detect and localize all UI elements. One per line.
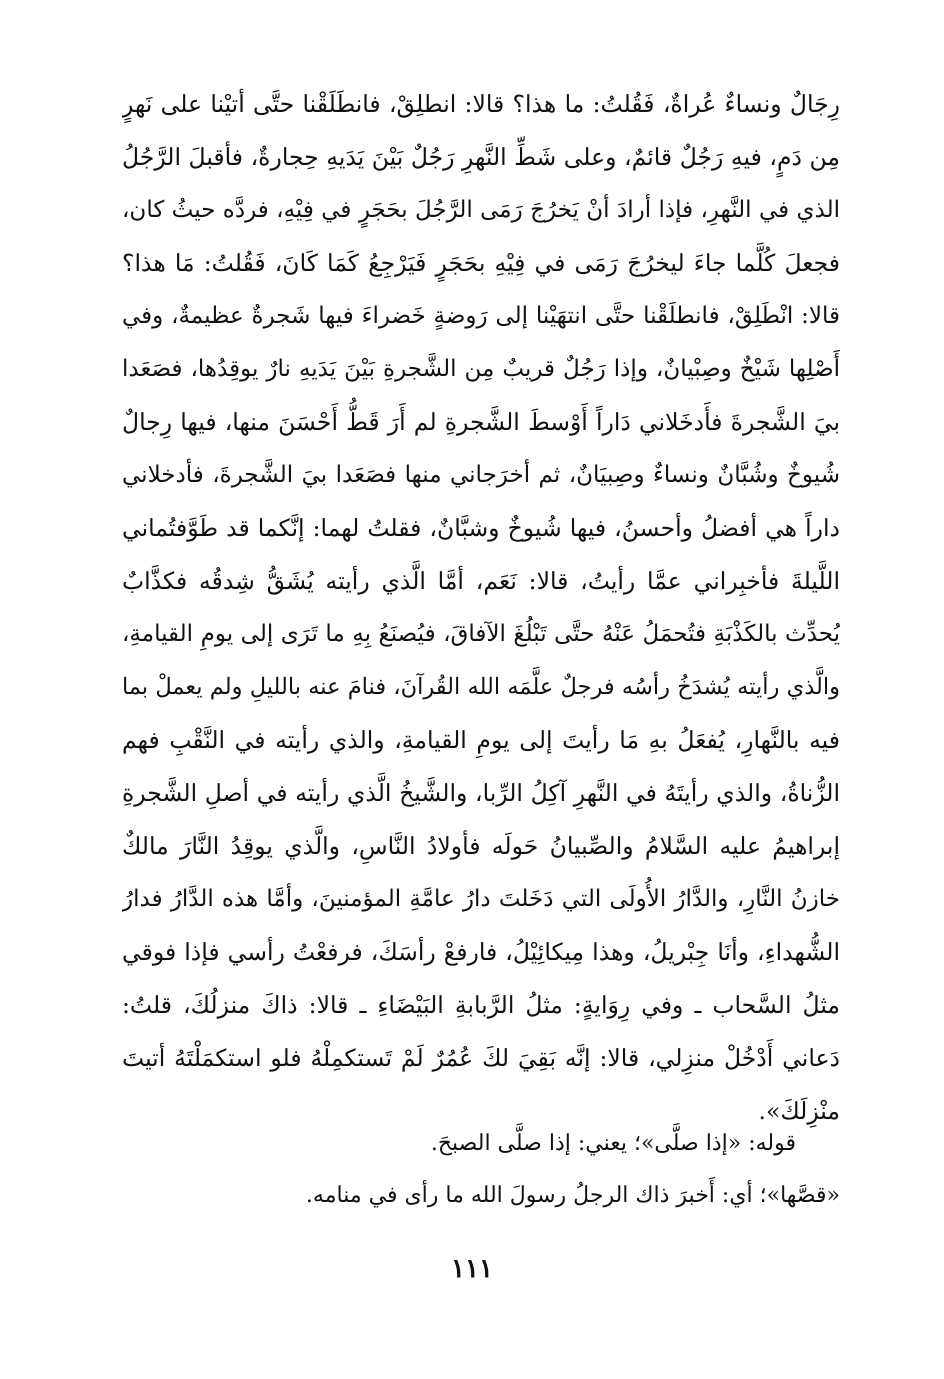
text-line: مثلُ السَّحاب ـ وفي رِوَايةٍ: مثلُ الرَّبابةِ البَيْضَاءِ ـ قالا: ذاكَ منزلُكَ، قلتُ: <box>122 991 840 1019</box>
text-line: رِجَالٌ ونساءٌ عُراةٌ، فَقُلتُ: ما هذا؟ قالا: انطلِقْ، فانطَلَقْنا حتَّى أتيْنا على نَهرٍ <box>122 90 840 118</box>
text-line: قالا: انْطَلِقْ، فانطلَقْنا حتَّى انتهَيْنا إلى رَوضةٍ خَضراءَ فيها شَجرةٌ عظيمةٌ، وفي <box>122 303 840 329</box>
text-line: بيَ الشَّجرةَ فأَدخَلاني دَاراً أَوْسطَ الشَّجرةِ لم أَرَ قَطُّ أَحْسَنَ منها، فيها رِجالٌ <box>122 408 840 436</box>
text-line: شُيوخٌ وشُبَّانٌ ونساءٌ وصِبيَانٌ، ثم أخرَجاني منها فصَعَدا بيَ الشَّجرةَ، فأدخلاني <box>122 462 840 488</box>
text-line: يُحدِّث بالكَذْبَةِ فتُحمَلُ عَنْهُ حتَّى تَبْلُغَ الآفاقَ، فيُصنَعُ بِهِ ما تَرَى إلى يومِ القيامةِ، <box>122 621 840 647</box>
text-line: والَّذي رأيته يُشدَخُ رأسُه فرجلٌ علَّمَه الله القُرآنَ، فنامَ عنه بالليلِ ولم يعملْ بما <box>122 674 840 700</box>
text-line: دَعاني أَدْخُلْ منزِلي، قالا: إنَّه بَقِيَ لكَ عُمُرٌ لَمْ تَستكمِلْهُ فلو استكمَلْتَهُ أتيتَ <box>122 1044 840 1072</box>
text-line: خازنُ النَّارِ، والدَّارُ الأُولَى التي دَخَلتَ دارُ عامَّةِ المؤمنينَ، وأمَّا هذه الدَّارُ فدارُ <box>122 886 840 912</box>
page-number: ١١١ <box>451 1254 493 1284</box>
text-line: فجعلَ كُلَّما جاءَ ليخرُجَ رَمَى في فِيْهِ بحَجَرٍ فَيَرْجِعُ كَمَا كَانَ، فَقُلتُ: مَا هذا؟ <box>122 249 840 277</box>
text-line: مِن دَمٍ، فيهِ رَجُلٌ قائمٌ، وعلى شَطِّ النَّهرِ رَجُلٌ بَيْنَ يَدَيهِ حِجارةٌ، فأقبلَ الرَّجُلُ <box>122 143 840 171</box>
note-line: «قصَّها»؛ أي: أَخبرَ ذاك الرجلُ رسولَ الله ما رأى في منامه. <box>305 1183 840 1208</box>
note-line: قوله: «إذا صلَّى»؛ يعني: إذا صلَّى الصبحَ. <box>430 1131 796 1156</box>
text-line: أَصْلِها شَيْخٌ وصِبْيانٌ، وإذا رَجُلٌ قريبٌ مِن الشَّجرةِ بَيْنَ يَدَيهِ نارٌ يوقِدُها، فصَعَدا <box>122 356 840 382</box>
text-line: داراً هي أفضلُ وأحسنُ، فيها شُيوخٌ وشبَّانٌ، فقلتُ لهما: إنَّكما قد طَوَّفتُماني <box>122 514 840 542</box>
text-line: إبراهيمُ عليه السَّلامُ والصِّبيانُ حَولَه فأولادُ النَّاسِ، والَّذي يوقِدُ النَّارَ مالكٌ <box>122 832 840 860</box>
text-line: فيه بالنَّهارِ، يُفعَلُ بهِ مَا رأيتَ إلى يومِ القيامةِ، والذي رأيته في النَّقْبِ فهم <box>122 726 840 754</box>
main-text-block <box>122 78 840 1138</box>
text-line: الزُّناةُ، والذي رأيتَهُ في النَّهرِ آكِلُ الرِّبا، والشَّيخُ الَّذي رأيته في أصلِ الشَّجرةِ <box>122 779 840 807</box>
text-line: الشُّهداءِ، وأنَا جِبْريلُ، وهذا مِيكائِيْلُ، فارفعْ رأسَكَ، فرفعْتُ رأسي فإذا فوقي <box>122 938 840 966</box>
commentary-notes <box>122 1118 840 1222</box>
text-line: اللَّيلةَ فأخبِراني عمَّا رأيتُ، قالا: نَعَم، أمَّا الَّذي رأيته يُشَقُّ شِدقُه فكذَّابٌ <box>122 567 840 595</box>
text-line: الذي في النَّهرِ، فإذا أرادَ أنْ يَخرُجَ رَمَى الرَّجُلَ بحَجَرٍ في فِيْهِ، فردَّه حيثُ كان، <box>122 197 840 223</box>
text-line: منْزِلَكَ». <box>758 1097 840 1125</box>
